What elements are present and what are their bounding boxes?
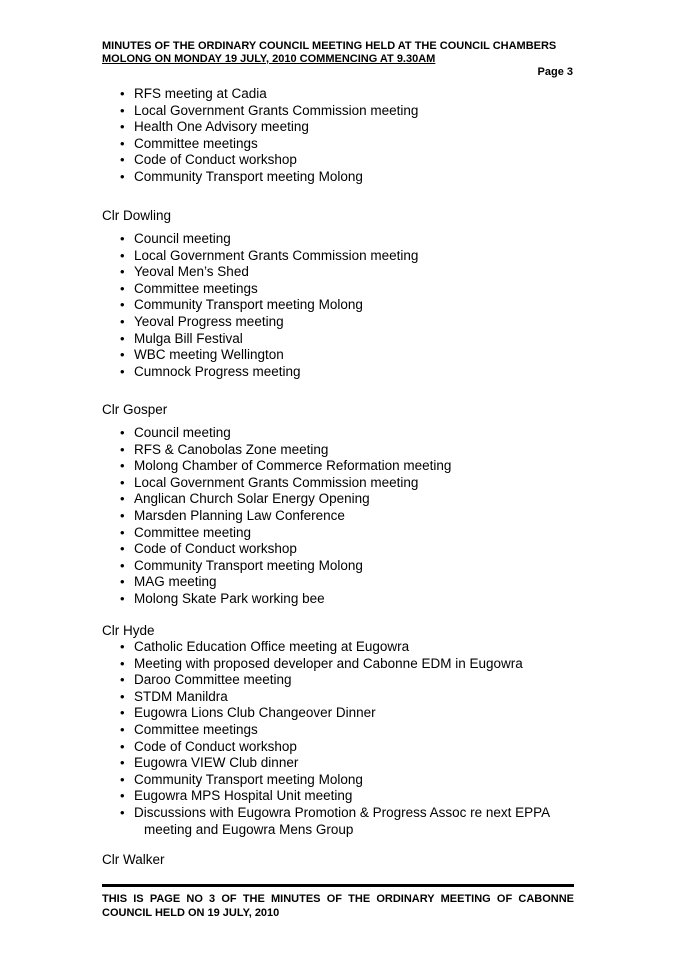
- list-item: • Cumnock Progress meeting: [0, 364, 574, 381]
- footer-divider: [102, 884, 574, 887]
- list-item: • Council meeting: [0, 425, 574, 442]
- list-item: • Eugowra MPS Hospital Unit meeting: [0, 788, 574, 805]
- list-item: • Molong Skate Park working bee: [0, 591, 574, 608]
- header-line-1: MINUTES OF THE ORDINARY COUNCIL MEETING HELD AT THE COUNCIL CHAMBERS: [102, 40, 557, 52]
- list-item: • RFS meeting at Cadia: [0, 86, 574, 103]
- list-item: • WBC meeting Wellington: [0, 347, 574, 364]
- list-item: • STDM Manildra: [0, 689, 574, 706]
- continued-activity-list: [0, 86, 574, 186]
- list-item: • Community Transport meeting Molong: [0, 558, 574, 575]
- list-item: [0, 805, 574, 838]
- list-item: • Marsden Planning Law Conference: [0, 508, 574, 525]
- list-item: • Community Transport meeting Molong: [0, 772, 574, 789]
- list-item: • Yeoval Progress meeting: [0, 314, 574, 331]
- gosper-activity-list: [0, 425, 574, 608]
- list-item: • Committee meetings: [0, 722, 574, 739]
- list-item: • Local Government Grants Commission meeting: [0, 248, 574, 265]
- councillor-heading-dowling: Clr Dowling: [102, 208, 172, 223]
- councillor-heading-gosper: Clr Gosper: [102, 402, 168, 417]
- councillor-heading-hyde: Clr Hyde: [102, 623, 155, 638]
- list-item: • Council meeting: [0, 231, 574, 248]
- list-item-line-2: meeting and Eugowra Mens Group: [144, 821, 354, 837]
- list-item: • Community Transport meeting Molong: [0, 169, 574, 186]
- list-item-line-1: Discussions with Eugowra Promotion & Progress Assoc re next EPPA: [134, 804, 551, 820]
- list-item: • Local Government Grants Commission meeting: [0, 475, 574, 492]
- councillor-heading-walker: Clr Walker: [102, 852, 165, 867]
- list-item: • Code of Conduct workshop: [0, 739, 574, 756]
- list-item: • MAG meeting: [0, 574, 574, 591]
- list-item: • Eugowra Lions Club Changeover Dinner: [0, 705, 574, 722]
- list-item: • RFS & Canobolas Zone meeting: [0, 442, 574, 459]
- list-item: • Eugowra VIEW Club dinner: [0, 755, 574, 772]
- header-line-2: MOLONG ON MONDAY 19 JULY, 2010 COMMENCING AT 9.30AM: [102, 53, 436, 65]
- page-footer: THIS IS PAGE NO 3 OF THE MINUTES OF THE ORDINARY MEETING OF CABONNE COUNCIL HELD ON 19 JULY, 2010: [102, 893, 574, 919]
- page-number: Page 3: [537, 66, 573, 78]
- list-item: • Committee meetings: [0, 281, 574, 298]
- list-item: • Yeoval Men’s Shed: [0, 264, 574, 281]
- list-item: • Meeting with proposed developer and Cabonne EDM in Eugowra: [0, 656, 574, 673]
- hyde-activity-list: [0, 639, 574, 838]
- list-item: • Code of Conduct workshop: [0, 152, 574, 169]
- list-item: • Daroo Committee meeting: [0, 672, 574, 689]
- list-item: • Health One Advisory meeting: [0, 119, 574, 136]
- list-item: • Catholic Education Office meeting at Eugowra: [0, 639, 574, 656]
- list-item: • Local Government Grants Commission meeting: [0, 103, 574, 120]
- list-item: • Committee meeting: [0, 525, 574, 542]
- list-item: • Community Transport meeting Molong: [0, 297, 574, 314]
- dowling-activity-list: [0, 231, 574, 380]
- list-item: • Committee meetings: [0, 136, 574, 153]
- page-header: [102, 40, 574, 66]
- list-item: • Mulga Bill Festival: [0, 331, 574, 348]
- list-item: • Anglican Church Solar Energy Opening: [0, 491, 574, 508]
- list-item: • Code of Conduct workshop: [0, 541, 574, 558]
- list-item: • Molong Chamber of Commerce Reformation meeting: [0, 458, 574, 475]
